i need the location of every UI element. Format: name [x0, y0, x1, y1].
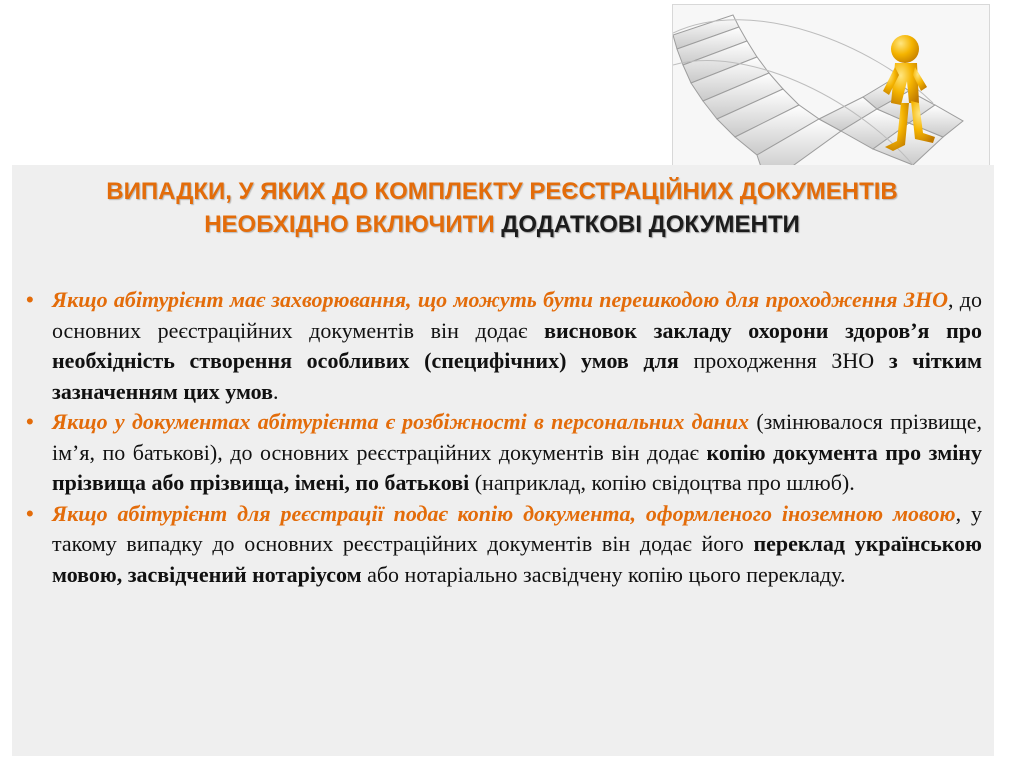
title-emphasis: ДОДАТКОВІ ДОКУМЕНТИ: [501, 211, 800, 238]
item-text: , до основних реєстраційних документів він додає: [52, 287, 982, 343]
list-item-name-change: [26, 407, 982, 499]
item-text: , у такому випадку до основних реєстраційних документів він додає його: [52, 500, 982, 556]
item-text: .: [272, 378, 279, 404]
title-highlight: ВИПАДКИ, У ЯКИХ ДО КОМПЛЕКТУ РЕЄСТРАЦІЙНИХ ДОКУМЕНТІВ НЕОБХІДНО ВКЛЮЧИТИ: [106, 178, 898, 238]
bullet-icon: •: [26, 409, 34, 434]
list-item-foreign-document: [26, 499, 982, 591]
item-highlight: Якщо абітурієнт має захворювання, що можуть бути перешкодою для проходження ЗНО: [52, 287, 948, 312]
item-bold: з чітким зазначенням цих умов: [52, 348, 982, 404]
item-bold: переклад українською мовою, засвідчений нотаріусом: [52, 531, 982, 587]
list-item-illness: [26, 285, 982, 407]
bullet-icon: •: [26, 287, 34, 312]
content-panel: [12, 165, 994, 756]
item-highlight: Якщо у документах абітурієнта є розбіжності в персональних даних: [52, 409, 750, 434]
item-highlight: Якщо абітурієнт для реєстрації подає копію документа, оформленого іноземною мовою: [52, 500, 956, 526]
item-text: (змінювалося прізвище, ім’я, по батькові), до основних реєстраційних документів він додає: [52, 409, 983, 465]
slide-title: [72, 175, 932, 241]
stairs-illustration: [672, 4, 990, 172]
stairs-figure-icon: [673, 5, 990, 172]
item-text: (наприклад, копію свідоцтва про шлюб).: [469, 470, 855, 495]
bullet-icon: •: [26, 500, 34, 526]
item-bold: висновок закладу охорони здоров’я про необхідність створення особливих (специфічних) умов для: [52, 317, 982, 373]
item-text: проходження ЗНО: [678, 348, 889, 373]
requirements-list: [26, 285, 982, 590]
item-text: або нотаріально засвідчену копію цього перекладу.: [361, 561, 846, 587]
item-bold: копію документа про зміну прізвища або прізвища, імені, по батькові: [52, 439, 982, 495]
